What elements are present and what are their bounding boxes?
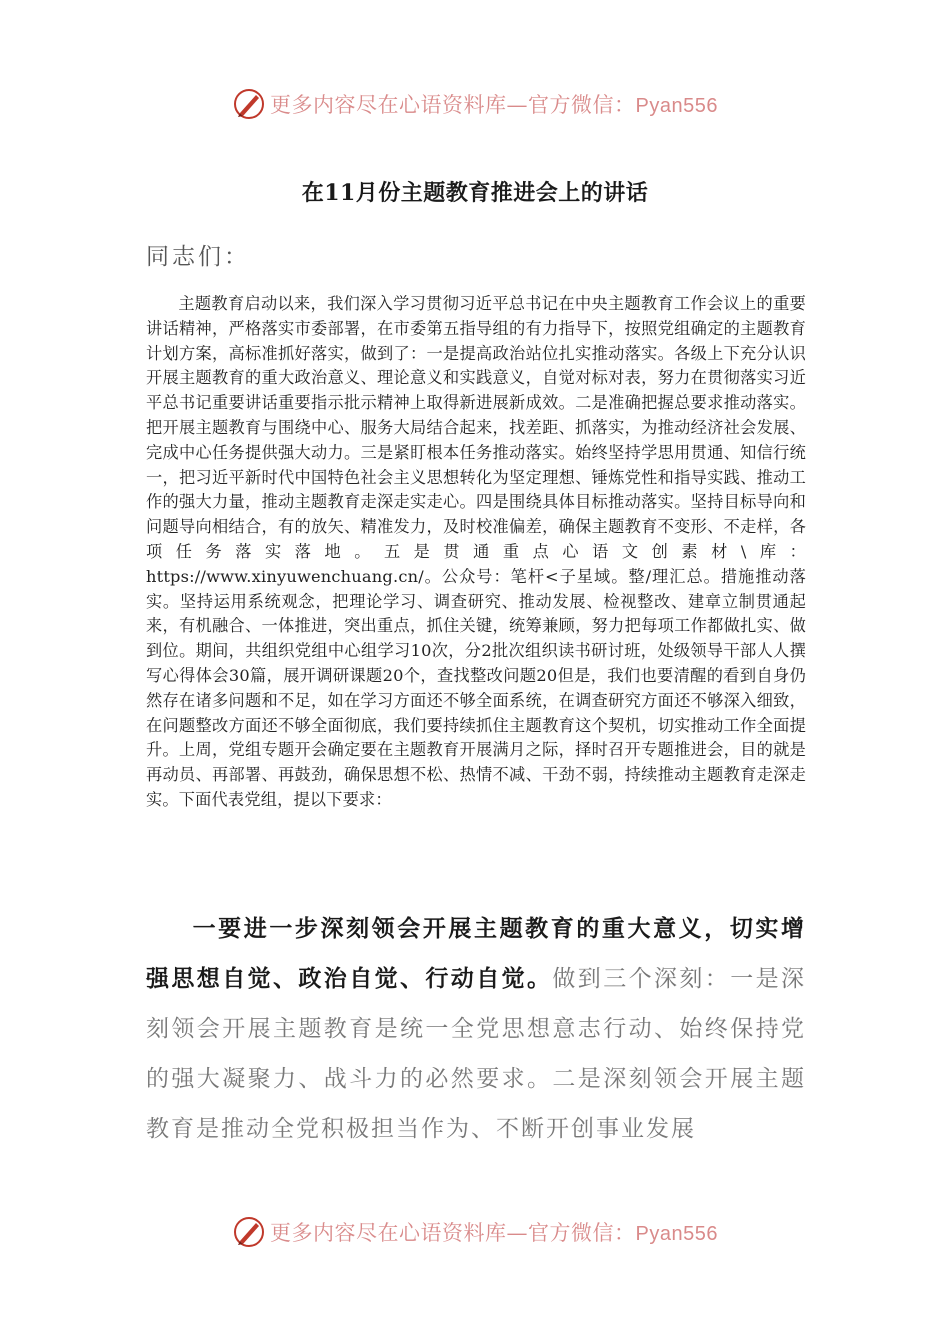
section-text: 做到三个深刻：一是深刻领会开展主题教育是统一全党思想意志行动、始终保持党的强大凝聚力、战斗力的必然要求。二是深刻领会开展主题教育是推动全党积极担当作为、不断开创事业发展	[146, 966, 807, 1142]
banner-text: 更多内容尽在心语资料库—官方微信：Pyan556	[270, 1221, 718, 1245]
pen-logo-icon	[232, 1215, 266, 1249]
section-one	[146, 904, 806, 1154]
section-heading: 一要进一步深刻领会开展主题教育的重大意义，切实增强思想自觉、政治自觉、行动自觉。	[146, 915, 806, 992]
body-paragraph: 主题教育启动以来，我们深入学习贯彻习近平总书记在中央主题教育工作会议上的重要讲话精神，严格落实市委部署，在市委第五指导组的有力指导下，按照党组确定的主题教育计划方案，高标准抓好落实，做到了：一是提高政治站位扎实推动落实。各级上下充分认识开展主题教育的重大政治意义、理论意义和实践意义，自觉对标对表，努力在贯彻落实习近平总书记重要讲话重要指示批示精神上取得新进展新成效。二是准确把握总要求推动落实。把开展主题教育与围绕中心、服务大局结合起来，找差距、抓落实，为推动经济社会发展、完成中心任务提供强大动力。三是紧盯根本任务推动落实。始终坚持学思用贯通、知信行统一，把习近平新时代中国特色社会主义思想转化为坚定理想、锤炼党性和指导实践、推动工作的强大力量，推动主题教育走深走实走心。四是围绕具体目标推动落实。坚持目标导向和问题导向相结合，有的放矢、精准发力，及时校准偏差，确保主题教育不变形、不走样，各项任务落实落地。五是贯通重点心语文创素材\库：https://www.xinyuwenchuang.cn/。公众号：笔杆<子星域。整/理汇总。措施推动落实。坚持运用系统观念，把理论学习、调查研究、推动发展、检视整改、建章立制贯通起来，有机融合、一体推进，突出重点，抓住关键，统筹兼顾，努力把每项工作都做扎实、做到位。期间，共组织党组中心组学习10次，分2批次组织读书研讨班，处级领导干部人人撰写心得体会30篇，展开调研课题20个，查找整改问题20但是，我们也要清醒的看到自身仍然存在诸多问题和不足，如在学习方面还不够全面系统，在调查研究方面还不够深入细致，在问题整改方面还不够全面彻底，我们要持续抓住主题教育这个契机，切实推动工作全面提升。上周，党组专题开会确定要在主题教育开展满月之际，择时召开专题推进会，目的就是再动员、再部署、再鼓劲，确保思想不松、热情不减、干劲不弱，持续推动主题教育走深走实。下面代表党组，提以下要求：	[146, 294, 806, 809]
banner-text: 更多内容尽在心语资料库—官方微信：Pyan556	[270, 93, 718, 117]
pen-logo-icon	[232, 87, 266, 121]
greeting: 同志们：	[146, 244, 250, 270]
footer-banner	[0, 1212, 950, 1252]
document-title: 在11月份主题教育推进会上的讲话	[301, 180, 649, 206]
header-banner	[0, 84, 950, 124]
